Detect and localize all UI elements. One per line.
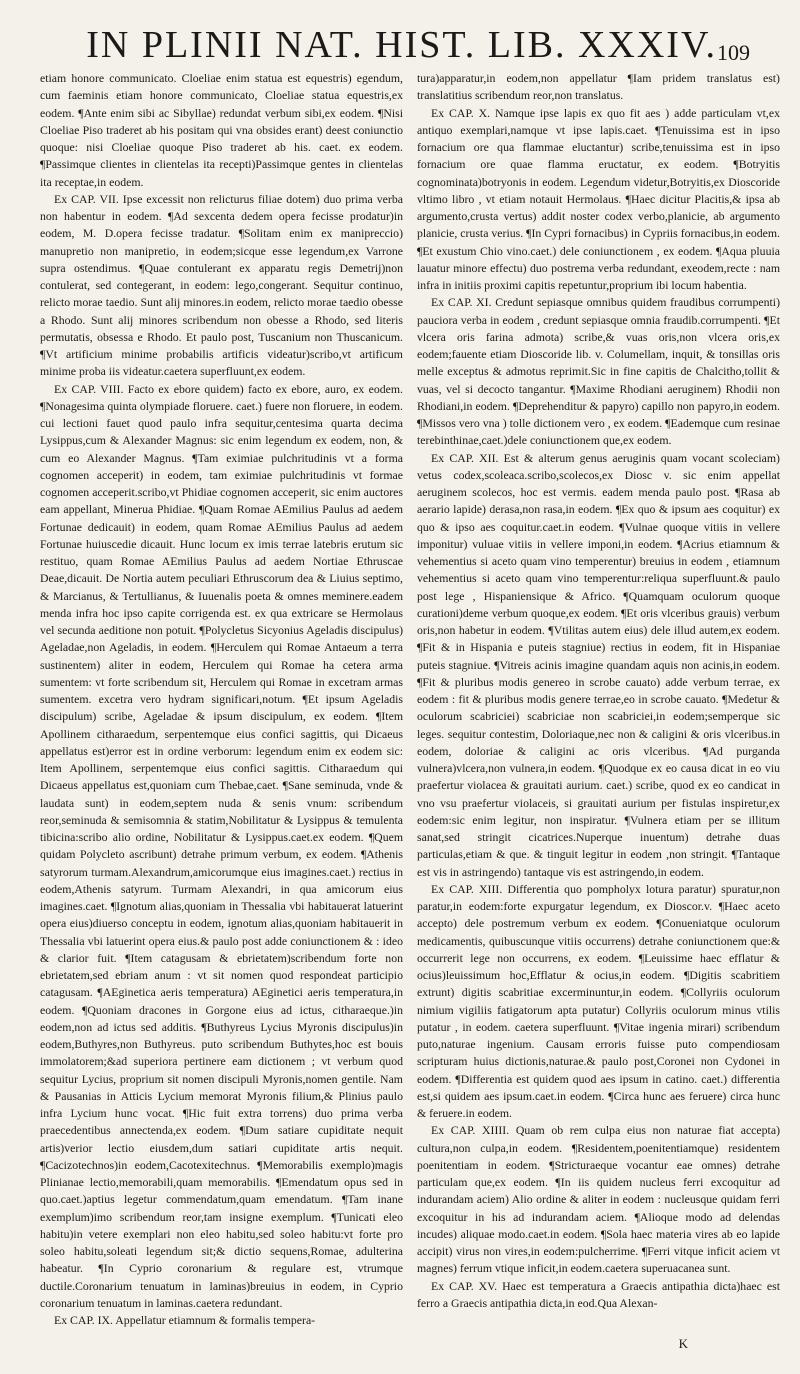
paragraph: Ex CAP. XV. Haec est temperatura a Graecis antipathia dicta)haec est ferro a Graecis antipathia dicta,in eod.Qua Alexan- [417,1278,780,1310]
text-columns [40,70,780,1344]
paragraph: Ex CAP. XIIII. Quam ob rem culpa eius non naturae fiat accepta) cultura,non culpa,in eodem. ¶Residentem,poenitentiamque) residentem poenitentiam in eodem. ¶Stricturaeque vocantur eae omnes) detrahe particulam que,ex eodem. ¶In iis quidem nucleus ferri excoquitur ad indurandam aciem) Alio ordine & aliter in eodem : nucleusque quidam ferri excoquitur in his ad indurandam aciem. ¶Alioque modo ad delendas incudes) aliquae modo.caet.in eodem. ¶Sola haec materia vires ab eo lapide accipit) virus non vires,in eodem:pulcherrime. ¶Ferri vitque inficit aciem vt magnes) ferrum vtique inficit,in eodem.caetera superuacanea sunt. [417,1123,780,1276]
paragraph: Ex CAP. XIII. Differentia quo pompholyx lotura paratur) spuratur,non paratur,in eodem:forte expurgatur legendum, ex Dioscor.v. ¶Haec aceto accepto) dele postremum verbum ex eodem. ¶Conueniatque oculorum medicamentis, quibuscunque vitiis occurrens) detrahe coniunctionem que:& occurrerit lege non occurrens, ex eodem. ¶Leuissime haec efflatur & ocius)leuissimum hoc,Efflatur & ocius,in eodem. ¶Digitis scabritiem extrunt) digitis scabritiae excerminuntur,in eodem. ¶Collyriis oculorum nimium vigiliis fatigatorum apta putatur) Collyriis oculorum minus vtilis putatur , in eodem. caetera superfluunt. ¶Vitae ingenia mirari) scribendum puto,naturae ingenium. Causam erroris fuisse puto compendiosam scripturam huius dictionis,naturae.& paulo post,Coronei non Cydonei in eodem. ¶Differentia est quidem quod aes ipsum in catino. caet.) differentia est,si quidem aes ipsum.caet.in eodem. ¶Circa hunc aes feruere) circa hunc & feruere.in eodem. [417,881,780,1120]
right-column [417,70,780,1344]
signature-mark: K [678,1336,688,1351]
page-number: 109 [717,40,750,65]
paragraph: tura)apparatur,in eodem,non appellatur ¶Iam pridem translatus est) translatitius scribendum reor,non translatus. [417,71,780,103]
paragraph: Ex CAP. VIII. Facto ex ebore quidem) facto ex ebore, auro, ex eodem. ¶Nonagesima quinta olympiade floruere. caet.) fuere non floruere, in eodem. cui lectioni fauet quod paulo infra sequitur,centesima quarta decima Lysippus,cum & Alexander Magnus: sic enim legendum ex eodem, non, & cum eo Alexander Magnus. ¶Tam eximiae pulchritudinis vt a forma cognomen acceperit) in eodem, tam eximiae pulchritudinis vt formae cognomen acceperit.scribo,vt Phidiae cognomen acceperit, sic enim auctores eam appellant, Minerua Phidiae. ¶Quam Romae AEmilius Paulus ad aedem Fortunae dedicauit) in eodem, quam Romae AEmilius Paulus ad aedem Fortunae huiuscedie dicauit. Hunc locum ex imis terrae latebris erutum sic restituo, quam Romae AEmilius Paulus ad aedem Nortiae Ethruscae Deae,dicauit. De Nortia autem peculiari Ethruscorum dea & Liuius septimo, & Marcianus, & Tertullianus, & Iuuenalis poeta & omnes meminere.eadem menda infra hoc ipso capite corrigenda est. ex qua extricare se Hermolaus vel secunda aeditione non potuit. ¶Polycletus Sicyonius Ageladis discipulus) Ageladae,non Ageladis, in eodem. ¶Herculem qui Romae Antaeum a terra sustinentem) aliter in eodem, Herculem qui Romae ha cetera arma sumentem: vt forte scribendum sit, Herculem qui Romae in excetram armas sumentem. excetra vero hydram significari,notum. ¶Et ipsum Ageladis discipulum) scribe, Ageladae & ipsum discipulum, ex eodem. ¶Item Apollinem citharaedum, serpentemque eius confici sagittis, qui Dicaeus appellatus est)error est in ordine verborum: legendum enim ex eodem sic: Item Apollinem, serpentemque eius confici sagittis. Citharaedum qui Dicaeus appellatus est,quoniam cum Thebae,caet. ¶Sane seminuda, vnde & laudata sunt) in eodem,septem nuda & senis vnum: scribendum reor,seminuda & semisomnia & statim,Nobilitatur & Lysippus & temulenta tibicina:scribo alio ordine, Nobilitatur & Lysippus.caet.ex eodem. ¶Quem quidam Polycleto ascribunt) detrahe primum verbum, ex eodem. ¶Athenis satyrorum turmam.Alexandrum,amicorumque eius imagines.caet.) rectius in eodem,Athenis satyrum. Turmam Alexandri, in qua amicorum eius imagines.caet. ¶Ignotum alias,quoniam in Thessalia vbi habitauerat latuerint opera eius)diuerso conceptu in eodem, ignotum alias,quoniam habitauerit in Thessalia vbi latuerint opera eius.& paulo post adde coniunctionem & : ideo & clarior fuit. ¶Item catagusam & ebrietatem)scribendum forte non ebrietatem,sed ebriam anum : vt sit nomen quod respondeat participio catagusam. ¶AEginetica aeris temperatura) AEginetici aeris temperatura,in eodem. ¶Quoniam dracones in Gorgone eius ad ictus, citharaeque.)in eodem,non ad ictus sed additis. ¶Buthyreus Lycius Myronis discipulus)in eodem,Buthyres,non Buthyreus. puto scribendum Buthytes,hoc est bouis immolatorem;&ad superiora pertinere eam dictionem ; vt verbum quod sequitur Lycius, proprium sit nomen discipuli Myronis,nomen gentile. Nam & Pausanias in Atticis Lycium memorat Myronis filium,& Plinius paulo infra Lycium hunc vocat. ¶Hic fuit extra torrens) duo prima verba praecedentibus annectenda,ex eodem. ¶Dum satiare cupiditate nequit artis)verior lectio eiusdem,dum satiari cupiditate artis nequit. ¶Cacizotechnos)in eodem,Cacotexitechnus. ¶Memorabilis exemplo)magis Plinianae lectio,memorabili,quam memorabilis. ¶Emendatum opus sed in quo.caet.)aptius legetur commendatum,quam emendatum. ¶Tam inane exemplum)imo scribendum reor,tam insigne exemplum. ¶Tunicati eleo habitu)in vetere exemplari non eleo habitu,sed soleo habitu:vt forte pro soleo habitu,soleati legendum sit;& dictio sequens,Romae, adulterina habeatur. ¶In Cyprio coronarium & regulare est, vtrumque ductile.Coronarium tenuatum in laminas)breuius in eodem, in Cyprio coronarium tenuatum in laminas.caetera redundant. [40,381,403,1310]
running-title: IN PLINII NAT. HIST. LIB. XXXIV. [86,24,717,66]
paragraph: Ex CAP. VII. Ipse excessit non relicturus filiae dotem) duo prima verba non habentur in eodem. ¶Ad sexcenta dedem opera fecisse prodatur)in eodem, M. D.opera fecisse tradatur. ¶Solitam enim ex manipreccio) manupretio non manipretio, in eodem;sicque esse legendum,ex Varrone supra ostendimus. ¶Quae contulerant ex apparatu regis Demetrij)non contulerat, sed contegerant, in eodem: lego,congerant. Sequitur continuo, relicto morae taedio. Sunt alij minores.in eodem, relicto morae taedio obesse a Rhodo. Sunt alij minores scribendum non obesse a Rhodo, sed literis permutatis, obsessa e Rhodo. Et paulo post, Tuscanium non Thuscanicum. ¶Vt artificium minime probabilis artificis videatur)scribo,vt artificum minime proba iis videatur.caetera superfluunt,ex eodem. [40,191,403,379]
paragraph: Ex CAP. IX. Appellatur etiamnum & formalis tempera- [54,1313,316,1327]
paragraph: Ex CAP. X. Namque ipse lapis ex quo fit aes ) adde particulam vt,ex antiquo exemplari,namque vt ipse lapis.caet. ¶Tenuissima est in ipso fornacium ore qua flammae eluctantur) scribe,tenuissima est in ipso fornacium ore quae flamma eructatur, ex eodem. ¶Botryitis cognominata)botryonis in eodem. Legendum videtur,Botryitis,ex Dioscoride vltimo libro , vt etiam notauit Hermolaus. ¶Haec dicitur Placitis,& ipsa ab argumento,crusta vertus) addit noster codex verbo,planicie, ab argumento planicie, crusta verius. ¶In Cypri fornacibus) in Cypriis fornacibus,in eodem. ¶Et exustum Chio vino.caet.) dele coniunctionem , ex eodem. ¶Aqua pluuia lauatur minore effectu) duo postrema verba redundant, exeodem,recte : nam infra in initiis proximi capitis repetuntur,proprium ibi locum habentia. [417,105,780,292]
page-header [60,18,750,64]
paragraph: Ex CAP. XI. Credunt sepiasque omnibus quidem fraudibus corrumpenti) pauciora verba in eodem , credunt sepiasque omnia fraudib.corrumpenti. ¶Et vlcera oris farina admota) scribe,& vuas oris,non vlcera oris,ex eodem;fauente etiam Dioscoride lib. v. Columellam, inquit, & tonsillas oris melle exceptus & admotus reprimit.Sic in fine capitis de Chalcitho,tollit & vuas, vel si decocto tangantur. ¶Maxime Rhodiani aeruginem) Rhodii non Rhodiani,in eodem. ¶Deprehenditur & papyro) capillo non papyro,in eodem. ¶Missos vero vna ) tolle dictionem vero , ex eodem. ¶Eademque cum resinae terebinthinae,caet.)dele coniunctionem que,ex eodem. [417,295,780,448]
paragraph: etiam honore communicato. Cloeliae enim statua est equestris) egendum, cum faeminis etiam honore communicato, Cloeliae statua equestris,ex eodem. ¶Ante enim sibi ac Sibyllae) redundat verbum sibi,ex eodem. ¶Nisi Cloeliae Piso traderet ab his positam qui vna obsides erant) deest coniunctio quoque: nisi Cloeliae quoque Piso traderet ab his. caet. ex eodem. ¶Passimque clientes in clientelas ita recepti)Passimque gentes in clientelas ita receptae,in eodem. [40,71,403,189]
left-column [40,70,403,1344]
paragraph: Ex CAP. XII. Est & alterum genus aeruginis quam vocant scoleciam) vetus codex,scoleaca.scribo,scolecos,ex Diosc v. sic enim appellat aeruginem scolecos, hoc est vermis. eadem menda paulo post. ¶Rasa ab aerario lapide) derasa,non rasa,in eodem. ¶Ex quo & ipsum aes coquitur) ex quo & ipso aes coquitur.caet.in eodem. ¶Vulnae quoque vitiis in vellere imponitur) vuluae vitiis in vellere imponi,in eodem. ¶Acrius etiamnum & vehementius si aceto quam vino temperentur) breuius in eodem , etiamnum vehementius si aceto quam vino temperentur:reliqua superfluunt.& paulo post lege , Hispaniensique & Africo. ¶Quamquam oculorum quoque curationi)deme verbum quoque,ex eodem. ¶Et oris vlceribus grauis) verbum oris,non habetur in eodem. ¶Vtilitas autem eius) dele illud autem,ex eodem. ¶Fit & in Hispania e puteis stagniue) rectius in eodem, fit in Hispaniae puteis stagniue. ¶Vitreis acinis imagine quandam aquis non acinis,in eodem. ¶Fit & pluribus modis genereo in scrobe cauato) adde verbum terrae, ex eodem : fit & pluribus modis genere terrae,eo in scrobe cauato. ¶Medetur & oculorum scabriciei) scabriciae non scabriciei,in eodem;semperque sic leges. sequitur contestim, Doloriaque,nec non & caligini & oris vlceribus.in eodem, doloriae & caligini ac oris vlceribus. ¶Ad purganda vulnera)vlcera,non vulnera,in eodem. ¶Quodque ex eo causa dicat in eo viu praefertur violacea & grauitati aurium. caet.) scribe, quod ex eo candicat in vno vsu praefertur violaceis, si grauitati aurium per fistulas inspiretur,ex eodem:sic enim legitur, non inspiratur. ¶Vulnera etiam per se illitum sanat,sed stringit cicatrices.Nuperque inuentum) detrahe duas particulas,etiam & que. & tinguit legitur in eodem ,non stringit. ¶Tantaque est vis in astringendo) tantaque vis est astringendo,in eodem. [417,450,780,879]
